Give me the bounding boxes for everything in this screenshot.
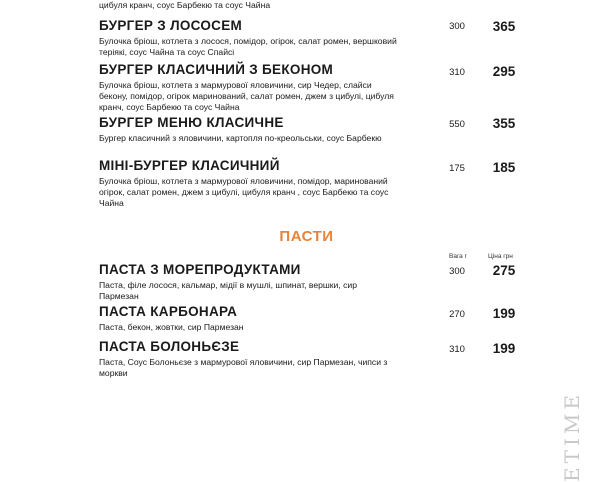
price-column-header: Ціна грн bbox=[488, 253, 513, 260]
menu-item-mini-classic-burger bbox=[99, 158, 529, 209]
item-price: 365 bbox=[492, 19, 516, 34]
item-weight: 300 bbox=[449, 21, 465, 32]
menu-item-bolognese bbox=[99, 339, 529, 379]
item-name: МІНІ-БУРГЕР КЛАСИЧНИЙ bbox=[99, 158, 280, 173]
item-name: ПАСТА З МОРЕПРОДУКТАМИ bbox=[99, 262, 301, 277]
item-price: 199 bbox=[492, 306, 516, 321]
item-price: 185 bbox=[492, 160, 516, 175]
item-description: Бургер класичний з яловичини, картопля по-креольськи, соус Барбекю bbox=[99, 133, 382, 143]
previous-item-fragment bbox=[99, 0, 529, 11]
item-weight: 550 bbox=[449, 119, 465, 130]
item-description: Булочка бріош, котлета з мармурової яловичини, сир Чедер, слайси бекону, помідор, огірок маринований, салат ромен, джем з цибулі, цибуля кранч, соус Барбекю та соус Чайна bbox=[99, 80, 394, 112]
watermark bbox=[560, 372, 586, 482]
menu-item-seafood-pasta bbox=[99, 262, 529, 302]
item-weight: 310 bbox=[449, 67, 465, 78]
item-name: БУРГЕР КЛАСИЧНИЙ З БЕКОНОМ bbox=[99, 62, 334, 77]
item-description: Паста, Соус Болоньєзе з мармурової яловичини, сир Пармезан, чипси з моркви bbox=[99, 357, 388, 378]
item-description: Паста, бекон, жовтки, сир Пармезан bbox=[99, 322, 244, 332]
menu-item-carbonara bbox=[99, 304, 529, 333]
section-title-pasta: ПАСТИ bbox=[279, 228, 334, 245]
item-weight: 270 bbox=[449, 309, 465, 320]
item-description: Булочка бріош, котлета з мармурової яловичини, помідор, маринований огірок, салат ромен, джем з цибулі, цибуля кранч , соус Барбекю та соус Чайна bbox=[99, 176, 389, 208]
menu-item-classic-burger-menu bbox=[99, 115, 529, 144]
item-description: Булочка бріош, котлета з лосося, помідор, огірок, салат ромен, вершковий теріякі, соус Чайна та соус Спайсі bbox=[99, 36, 397, 57]
item-name: БУРГЕР МЕНЮ КЛАСИЧНЕ bbox=[99, 115, 284, 130]
item-name: ПАСТА БОЛОНЬЄЗЕ bbox=[99, 339, 240, 354]
menu-item-salmon-burger bbox=[99, 18, 529, 58]
item-price: 275 bbox=[492, 263, 516, 278]
item-price: 199 bbox=[492, 341, 516, 356]
item-weight: 300 bbox=[449, 266, 465, 277]
item-name: БУРГЕР З ЛОСОСЕМ bbox=[99, 18, 243, 33]
weight-column-header: Вага г bbox=[449, 253, 467, 260]
item-description: Паста, філе лосося, кальмар, мідії в мушлі, шпинат, вершки, сир Пармезан bbox=[99, 280, 358, 301]
item-name: ПАСТА КАРБОНАРА bbox=[99, 304, 238, 319]
item-price: 295 bbox=[492, 64, 516, 79]
item-weight: 310 bbox=[449, 344, 465, 355]
menu-item-classic-bacon-burger bbox=[99, 62, 529, 113]
item-price: 355 bbox=[492, 116, 516, 131]
item-description: цибуля кранч, соус Барбекю та соус Чайна bbox=[99, 0, 271, 10]
item-weight: 175 bbox=[449, 163, 465, 174]
watermark-text: ETIME bbox=[560, 391, 584, 482]
